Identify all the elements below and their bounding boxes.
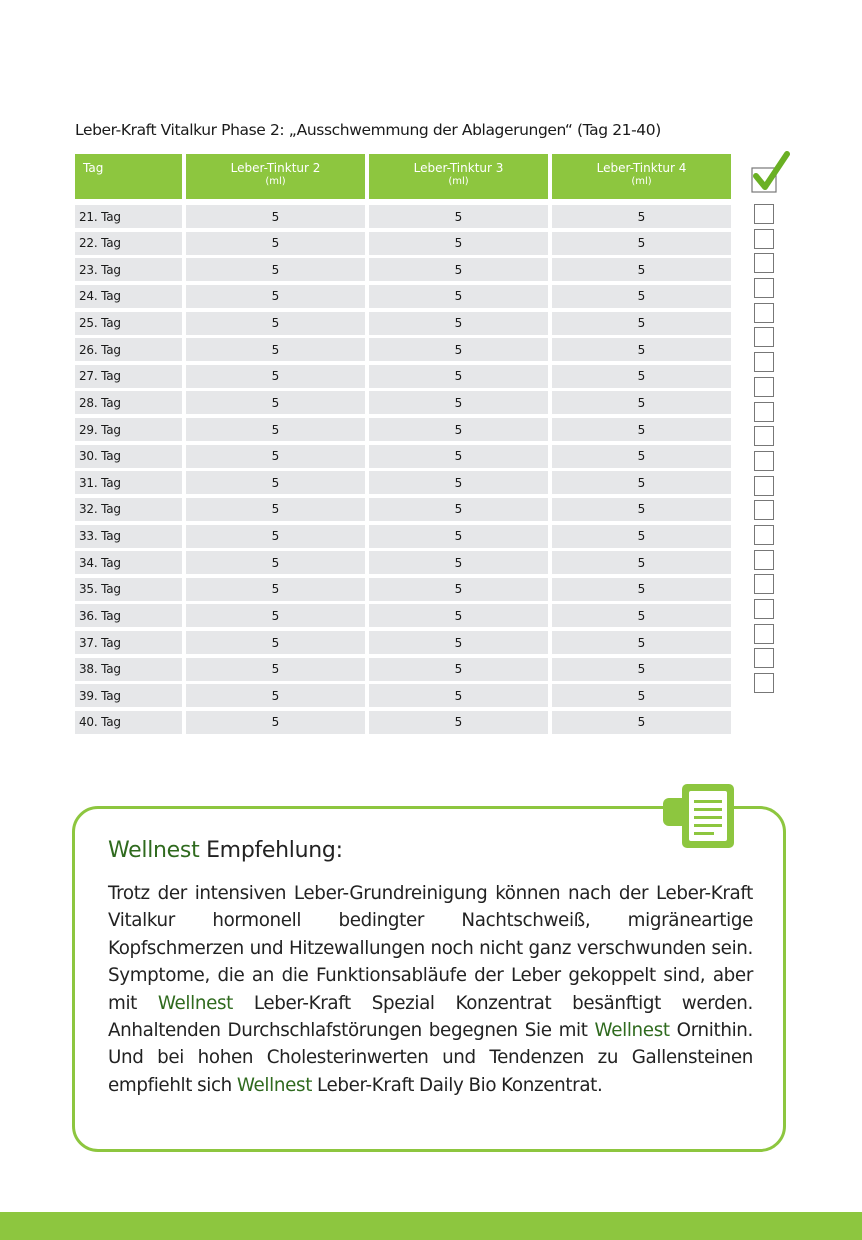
dosage-cell: 5 [186,365,365,388]
dosage-cell: 5 [186,684,365,707]
dosage-cell: 5 [552,312,731,335]
day-label-cell: 25. Tag [75,312,182,335]
table-header-cell [552,154,731,199]
day-checkbox[interactable] [754,253,774,273]
day-label-cell: 40. Tag [75,711,182,734]
day-label-cell: 39. Tag [75,684,182,707]
day-checkbox[interactable] [754,500,774,520]
day-checkbox[interactable] [754,648,774,668]
checkbox-column [754,204,774,693]
day-checkbox[interactable] [754,377,774,397]
dosage-cell: 5 [186,578,365,601]
header-label: Tag [83,161,104,175]
dosage-cell: 5 [552,631,731,654]
dosage-cell: 5 [552,232,731,255]
day-checkbox[interactable] [754,599,774,619]
dosage-cell: 5 [186,312,365,335]
dosage-cell: 5 [369,604,548,627]
dosage-cell: 5 [369,471,548,494]
day-checkbox[interactable] [754,476,774,496]
brand-name: Wellnest [157,992,233,1014]
dosage-cell: 5 [186,258,365,281]
dosage-cell: 5 [186,604,365,627]
table-header-cell [369,154,548,199]
table-header-cell [186,154,365,199]
dosage-cell: 5 [369,578,548,601]
day-checkbox[interactable] [754,229,774,249]
day-label-cell: 31. Tag [75,471,182,494]
day-label-cell: 32. Tag [75,498,182,521]
day-checkbox[interactable] [754,624,774,644]
dosage-cell: 5 [186,498,365,521]
header-label: Leber-Tinktur 2 [230,161,321,175]
day-checkbox[interactable] [754,550,774,570]
brand-name: Wellnest [236,1074,313,1096]
dosage-cell: 5 [369,631,548,654]
day-checkbox[interactable] [754,327,774,347]
day-label-cell: 27. Tag [75,365,182,388]
recommendation-text: Trotz der intensiven Leber-Grundreinigung können nach der Leber-Kraft Vitalkur hormonell bedingter Nachtschweiß, migräneartige Kopfschmerzen und Hitzewallungen noch nicht ganz verschwunden sein. Symptome, die an die Funktionsabläufe der Leber gekoppelt sind, aber mit Wellnest Leber-Kraft Spezial Konzentrat besänftigt werden. Anhaltenden Durchschlafstörungen begegnen Sie mit Wellnest Ornithin. Und bei hohen Cholesterinwerten und Tendenzen zu Gallensteinen empfiehlt sich Wellnest Leber-Kraft Daily Bio Konzentrat. [108,883,753,1096]
day-label-cell: 38. Tag [75,658,182,681]
dosage-cell: 5 [552,285,731,308]
header-unit: (ml) [265,176,286,187]
document-icon [660,782,742,852]
dosage-cell: 5 [369,658,548,681]
dosage-cell: 5 [369,418,548,441]
table-header-cell [75,154,182,199]
dosage-cell: 5 [186,285,365,308]
day-checkbox[interactable] [754,525,774,545]
header-unit: (ml) [631,176,652,187]
dosage-cell: 5 [552,604,731,627]
day-label-cell: 24. Tag [75,285,182,308]
day-label-cell: 26. Tag [75,338,182,361]
dosage-cell: 5 [186,631,365,654]
day-label-cell: 29. Tag [75,418,182,441]
day-checkbox[interactable] [754,402,774,422]
brand-name: Wellnest [594,1020,670,1042]
dosage-cell: 5 [369,205,548,228]
day-checkbox[interactable] [754,352,774,372]
dosage-cell: 5 [369,684,548,707]
dosage-cell: 5 [186,338,365,361]
day-checkbox[interactable] [754,574,774,594]
dosage-cell: 5 [552,365,731,388]
dosage-cell: 5 [369,232,548,255]
dosage-cell: 5 [369,445,548,468]
dosage-cell: 5 [369,525,548,548]
dosage-cell: 5 [186,711,365,734]
day-label-cell: 22. Tag [75,232,182,255]
brand-name: Wellnest [108,838,200,863]
page-title: Leber-Kraft Vitalkur Phase 2: „Ausschwemmung der Ablagerungen“ (Tag 21-40) [75,121,661,139]
day-label-cell: 34. Tag [75,551,182,574]
header-unit: (ml) [448,176,469,187]
dosage-cell: 5 [552,205,731,228]
dosage-cell: 5 [552,445,731,468]
dosage-cell: 5 [369,711,548,734]
footer-bar [0,1212,862,1240]
dosage-cell: 5 [552,711,731,734]
dosage-cell: 5 [369,498,548,521]
dosage-cell: 5 [186,658,365,681]
day-label-cell: 28. Tag [75,391,182,414]
dosage-cell: 5 [369,258,548,281]
day-label-cell: 21. Tag [75,205,182,228]
day-label-cell: 37. Tag [75,631,182,654]
checkmark-icon [750,150,790,194]
day-checkbox[interactable] [754,451,774,471]
header-label: Leber-Tinktur 3 [413,161,504,175]
dosage-cell: 5 [369,312,548,335]
day-label-cell: 23. Tag [75,258,182,281]
dosage-cell: 5 [552,498,731,521]
day-label-cell: 30. Tag [75,445,182,468]
dosage-cell: 5 [186,551,365,574]
dosage-table [75,154,731,738]
day-checkbox[interactable] [754,673,774,693]
dosage-cell: 5 [186,525,365,548]
day-checkbox[interactable] [754,204,774,224]
day-checkbox[interactable] [754,426,774,446]
dosage-cell: 5 [552,258,731,281]
dosage-cell: 5 [552,658,731,681]
dosage-cell: 5 [552,338,731,361]
recommendation-heading: Wellnest Empfehlung: [108,838,343,863]
dosage-cell: 5 [186,205,365,228]
dosage-cell: 5 [552,551,731,574]
dosage-cell: 5 [552,418,731,441]
dosage-cell: 5 [369,391,548,414]
day-checkbox[interactable] [754,303,774,323]
dosage-cell: 5 [552,471,731,494]
dosage-cell: 5 [369,551,548,574]
dosage-cell: 5 [186,232,365,255]
dosage-cell: 5 [552,391,731,414]
dosage-cell: 5 [552,684,731,707]
dosage-cell: 5 [369,338,548,361]
dosage-cell: 5 [186,391,365,414]
dosage-cell: 5 [369,365,548,388]
dosage-cell: 5 [186,471,365,494]
dosage-cell: 5 [186,445,365,468]
dosage-cell: 5 [369,285,548,308]
header-label: Leber-Tinktur 4 [596,161,687,175]
day-label-cell: 36. Tag [75,604,182,627]
dosage-cell: 5 [552,525,731,548]
day-label-cell: 35. Tag [75,578,182,601]
dosage-cell: 5 [552,578,731,601]
day-label-cell: 33. Tag [75,525,182,548]
dosage-cell: 5 [186,418,365,441]
day-checkbox[interactable] [754,278,774,298]
